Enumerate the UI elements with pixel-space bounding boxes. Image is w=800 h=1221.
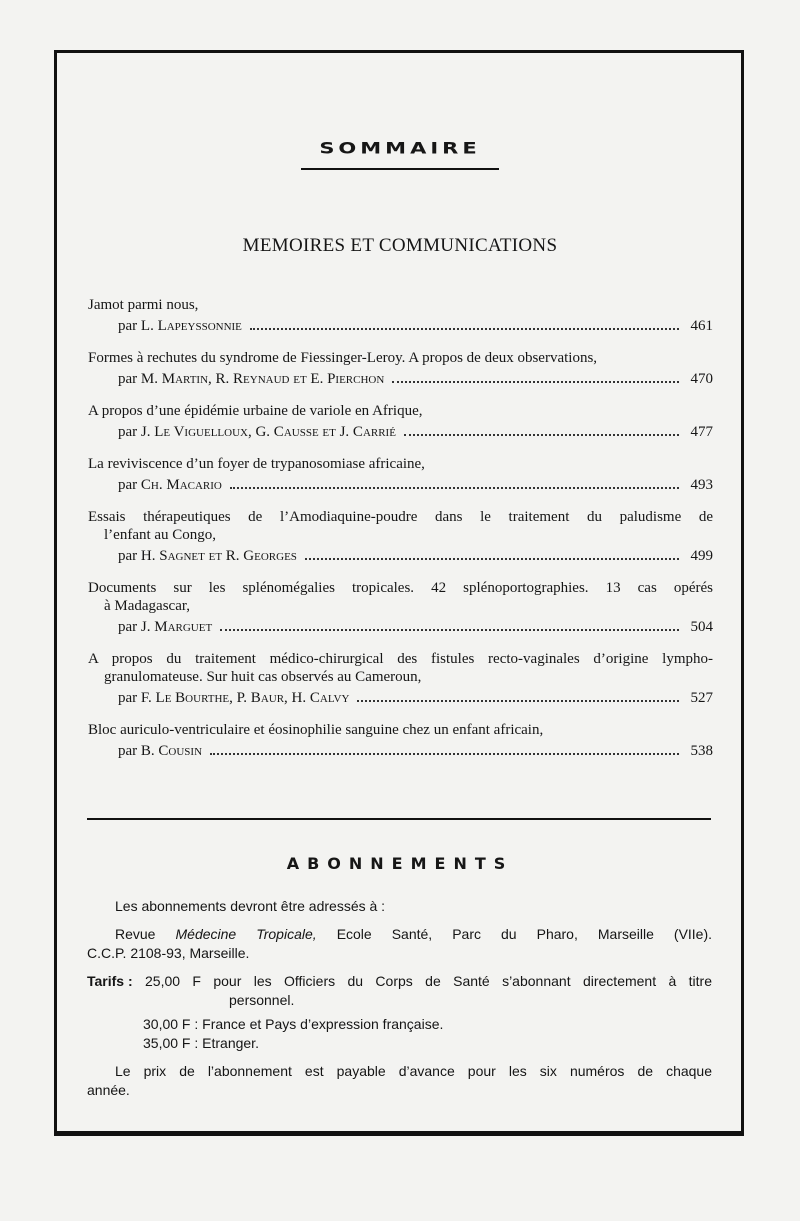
abonnements-block <box>87 897 712 1100</box>
abonnements-ccp: C.C.P. 2108-93, Marseille. <box>87 945 250 961</box>
toc-entry-title-line: Documents sur les splénomégalies tropicales. 42 splénoportographies. 13 cas opérés <box>88 580 713 596</box>
toc-entry-authors: M. Martin, R. Reynaud et E. Pierchon <box>140 371 385 387</box>
toc-entry-authors: J. Marguet <box>140 619 213 635</box>
toc-entry-authors-wrapper <box>118 742 202 760</box>
toc-entry-authors: F. Le Bourthe, P. Baur, H. Calvy <box>140 690 350 706</box>
sommaire-underline <box>301 168 499 170</box>
tarifs-label: Tarifs : <box>87 973 133 989</box>
tarif-1: 25,00 F pour les Officiers du Corps de Santé s’abonnant directement à titre <box>145 973 712 989</box>
address-rest: Ecole Santé, Parc du Pharo, Marseille (VIIe). <box>336 926 713 942</box>
toc-entry-title-line: Jamot parmi nous, <box>88 297 199 313</box>
toc-entry-title-line: Formes à rechutes du syndrome de Fiessinger-Leroy. A propos de deux observations, <box>88 350 598 366</box>
toc-entry-page: 527 <box>690 690 713 706</box>
toc-entry-page: 470 <box>690 371 713 387</box>
toc-entry-authors-wrapper <box>118 689 349 707</box>
toc-entry-page: 499 <box>690 548 713 564</box>
toc-entry-author-line <box>88 370 713 388</box>
toc-entry-author-line <box>88 742 713 760</box>
toc-entry-authors: H. Sagnet et R. Georges <box>140 548 297 564</box>
toc-entry-by: par <box>118 619 138 635</box>
toc-entry-title-line: granulomateuse. Sur huit cas observés au Cameroun, <box>104 669 422 685</box>
payment-note: Le prix de l’abonnement est payable d’avance pour les six numéros de chaque <box>115 1063 712 1079</box>
toc-entry-by: par <box>118 318 138 334</box>
section-heading: MEMOIRES ET COMMUNICATIONS <box>242 235 558 256</box>
dot-leader <box>220 629 679 631</box>
toc-entry-author-line <box>88 423 713 441</box>
toc-entry <box>88 296 713 335</box>
toc-entry-title-line: Bloc auriculo-ventriculaire et éosinophilie sanguine chez un enfant africain, <box>88 722 544 738</box>
toc-entry-by: par <box>118 477 138 493</box>
toc-entry-by: par <box>118 548 138 564</box>
toc-entry-author-line <box>88 547 713 565</box>
tarif-3: 35,00 F : Etranger. <box>143 1035 259 1051</box>
toc-entry <box>88 721 713 760</box>
toc-entry-title-line: A propos du traitement médico-chirurgical des fistules recto-vaginales d’origine lympho- <box>88 651 713 667</box>
toc-entry <box>88 402 713 441</box>
toc-entry-by: par <box>118 371 138 387</box>
toc-entry-title-line: Essais thérapeutiques de l’Amodiaquine-poudre dans le traitement du paludisme de <box>88 509 713 525</box>
sommaire-title: SOMMAIRE <box>319 138 481 158</box>
toc-entry-page: 477 <box>690 424 713 440</box>
abonnements-address <box>87 925 712 944</box>
toc-entry-authors: Ch. Macario <box>140 477 222 493</box>
abonnements-title: ABONNEMENTS <box>286 854 514 873</box>
toc-entry-page: 493 <box>690 477 713 493</box>
toc-entry-page: 504 <box>690 619 713 635</box>
toc-entry-authors-wrapper <box>118 370 384 388</box>
toc-entry-by: par <box>118 424 138 440</box>
toc-entry-author-line <box>88 476 713 494</box>
payment-note-continuation: année. <box>87 1082 130 1098</box>
toc-entry-authors: B. Cousin <box>140 743 203 759</box>
toc-entry <box>88 508 713 565</box>
toc-entry-authors-wrapper <box>118 618 212 636</box>
toc-entry-authors: L. Lapeyssonnie <box>140 318 242 334</box>
dot-leader <box>210 753 679 755</box>
tarif-2: 30,00 F : France et Pays d’expression française. <box>143 1016 444 1032</box>
toc-entry <box>88 579 713 636</box>
dot-leader <box>392 381 679 383</box>
toc-entry-authors-wrapper <box>118 317 242 335</box>
section-divider <box>87 818 711 820</box>
toc-entry-authors-wrapper <box>118 547 297 565</box>
abonnements-intro: Les abonnements devront être adressés à : <box>115 898 386 914</box>
toc-entry <box>88 650 713 707</box>
toc-entry-title-line: l’enfant au Congo, <box>104 527 217 543</box>
toc-entry-authors-wrapper <box>118 476 222 494</box>
toc-entry-page: 461 <box>690 318 713 334</box>
address-prefix: Revue <box>115 926 156 942</box>
dot-leader <box>357 700 679 702</box>
dot-leader <box>250 328 679 330</box>
dot-leader <box>230 487 679 489</box>
toc-entry-title-line: La reviviscence d’un foyer de trypanosomiase africaine, <box>88 456 425 472</box>
dot-leader <box>305 558 679 560</box>
toc-entry-by: par <box>118 690 138 706</box>
toc-entry-author-line <box>88 317 713 335</box>
toc-entry-by: par <box>118 743 138 759</box>
toc-entry-authors: J. Le Viguelloux, G. Causse et J. Carrié <box>140 424 396 440</box>
tarif-row-1 <box>87 972 712 991</box>
table-of-contents <box>88 296 713 774</box>
toc-entry <box>88 455 713 494</box>
toc-entry-title-line: A propos d’une épidémie urbaine de variole en Afrique, <box>88 403 423 419</box>
toc-entry-page: 538 <box>690 743 713 759</box>
toc-entry-authors-wrapper <box>118 423 396 441</box>
journal-name: Médecine Tropicale, <box>175 926 317 942</box>
toc-entry-author-line <box>88 689 713 707</box>
tarif-1-continuation: personnel. <box>229 992 295 1008</box>
toc-entry-title-line: à Madagascar, <box>104 598 191 614</box>
toc-entry-author-line <box>88 618 713 636</box>
dot-leader <box>404 434 679 436</box>
toc-entry <box>88 349 713 388</box>
